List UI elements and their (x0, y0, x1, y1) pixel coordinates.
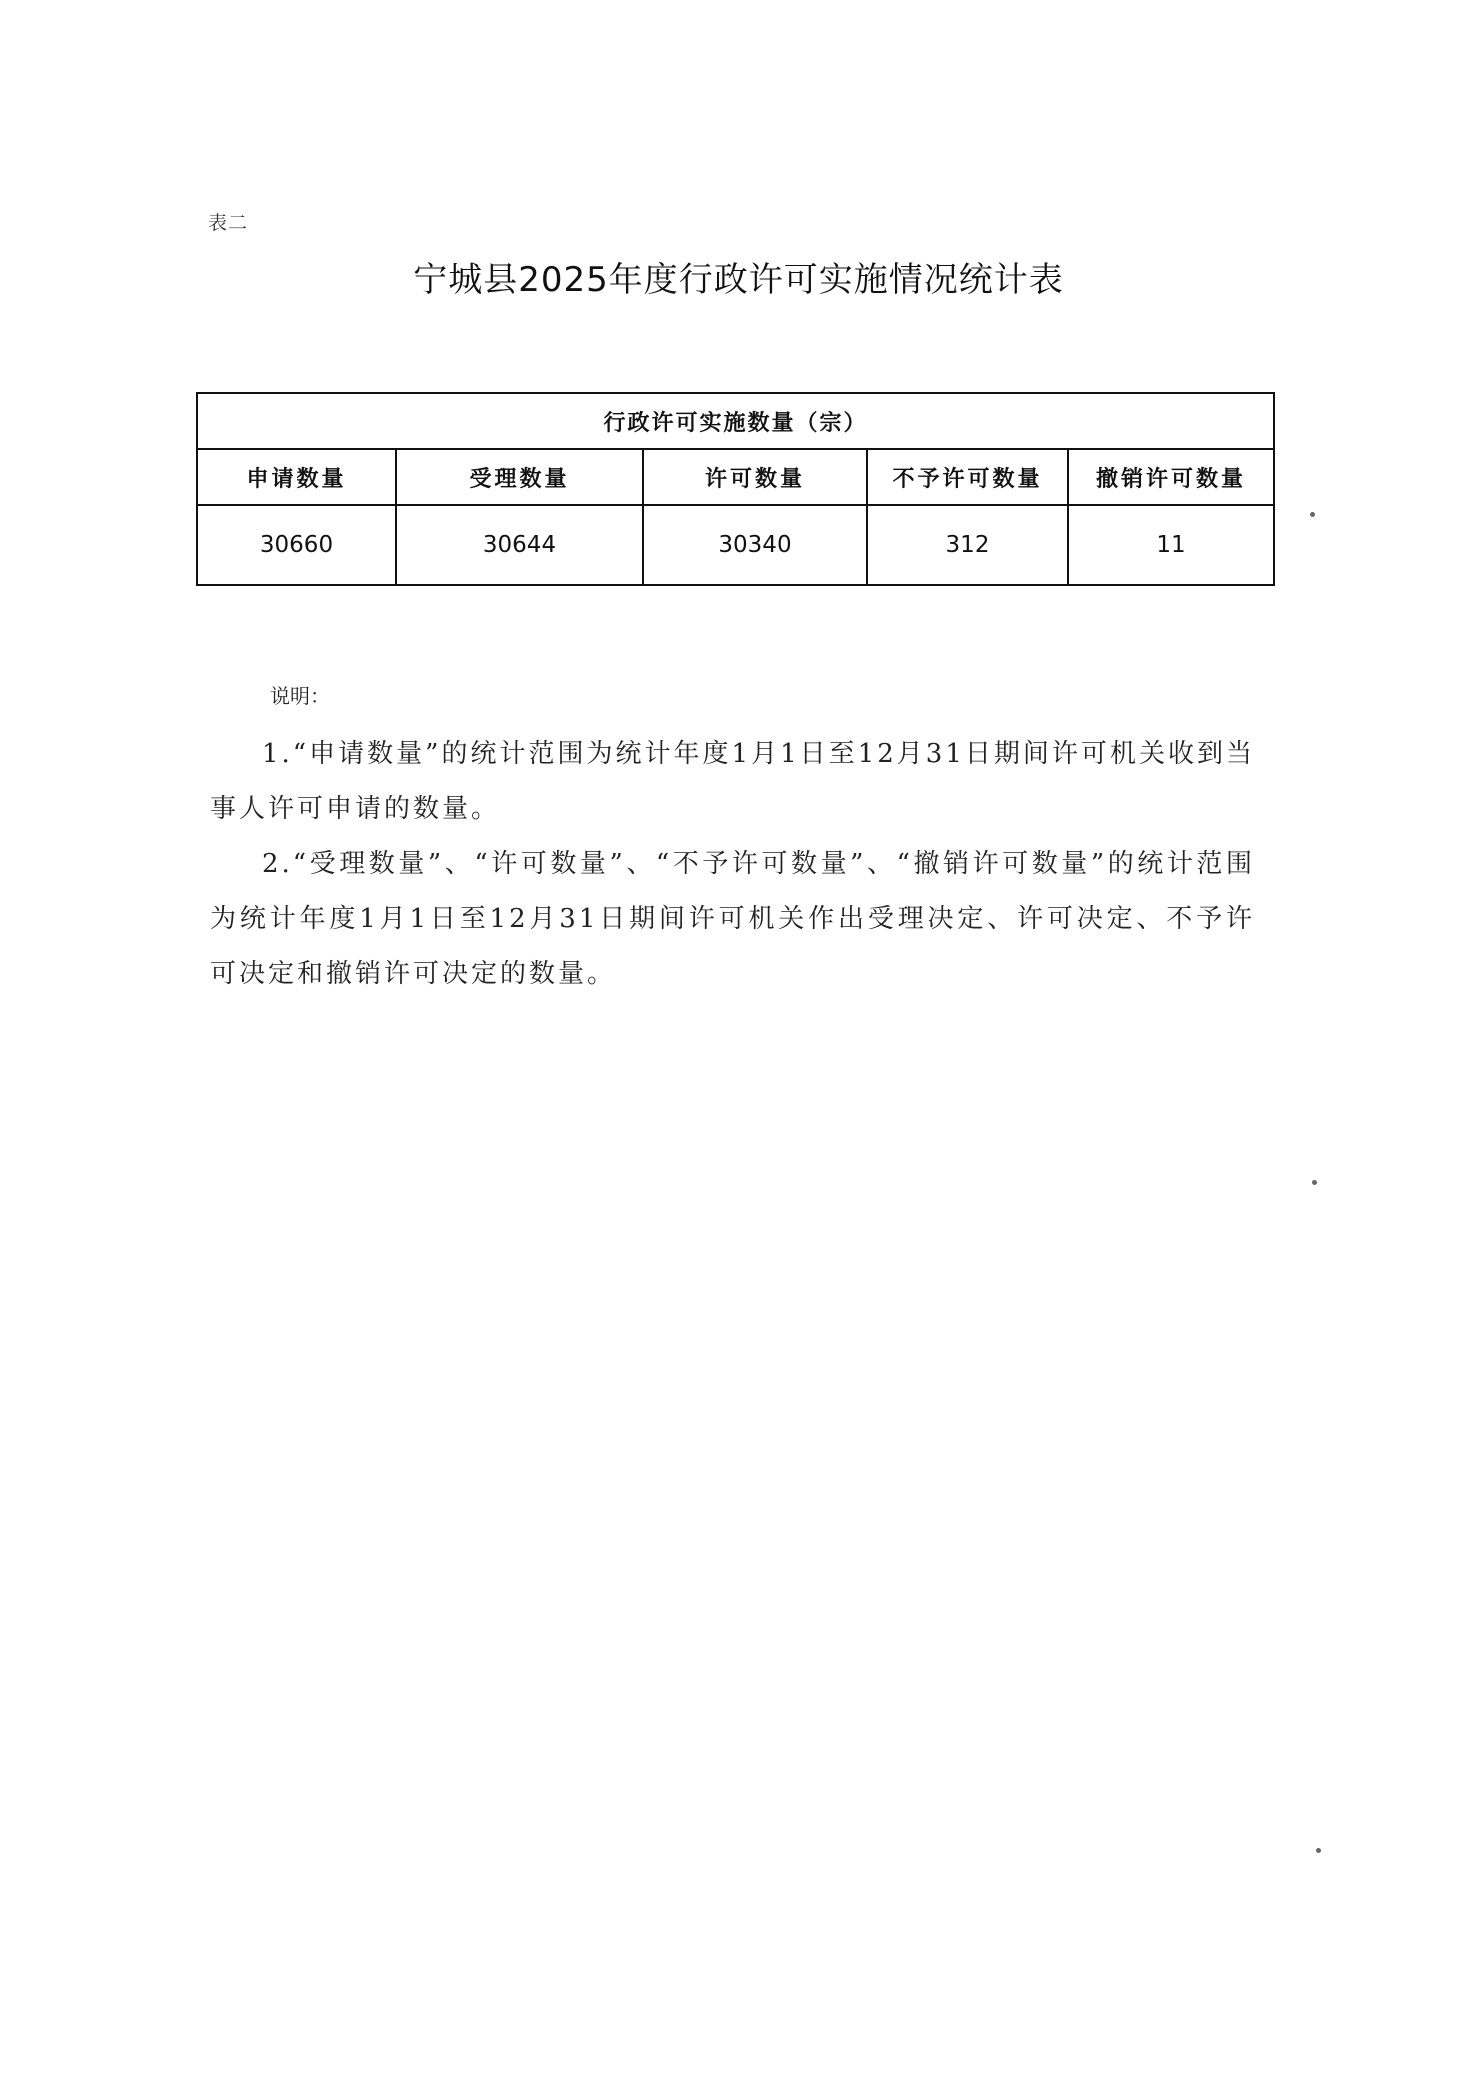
column-header-applications: 申请数量 (197, 449, 396, 505)
scan-speck (1316, 1848, 1321, 1853)
column-header-granted: 许可数量 (643, 449, 867, 505)
table-group-header-row (197, 393, 1274, 449)
value-applications: 30660 (197, 505, 396, 585)
value-granted: 30340 (643, 505, 867, 585)
table-group-header: 行政许可实施数量（宗） (197, 393, 1274, 449)
column-header-accepted: 受理数量 (396, 449, 643, 505)
table-column-header-row (197, 449, 1274, 505)
value-revoked: 11 (1068, 505, 1274, 585)
statistics-table (196, 392, 1275, 586)
scan-speck (1312, 1180, 1317, 1185)
notes-heading: 说明： (270, 684, 330, 708)
column-header-refused: 不予许可数量 (867, 449, 1068, 505)
scan-speck (1310, 512, 1315, 517)
column-header-revoked: 撤销许可数量 (1068, 449, 1274, 505)
notes-section (210, 680, 1255, 1002)
table-row (197, 505, 1274, 585)
document-title: 宁城县2025年度行政许可实施情况统计表 (413, 260, 1064, 300)
note-item-1: 1.“申请数量”的统计范围为统计年度1月1日至12月31日期间许可机关收到当事人许可申请的数量。 (210, 739, 1255, 824)
note-item-2: 2.“受理数量”、“许可数量”、“不予许可数量”、“撤销许可数量”的统计范围为统计年度1月1日至12月31日期间许可机关作出受理决定、许可决定、不予许可决定和撤销许可决定的数量。 (210, 849, 1255, 989)
page-label: 表二 (208, 212, 249, 234)
value-accepted: 30644 (396, 505, 643, 585)
value-refused: 312 (867, 505, 1068, 585)
